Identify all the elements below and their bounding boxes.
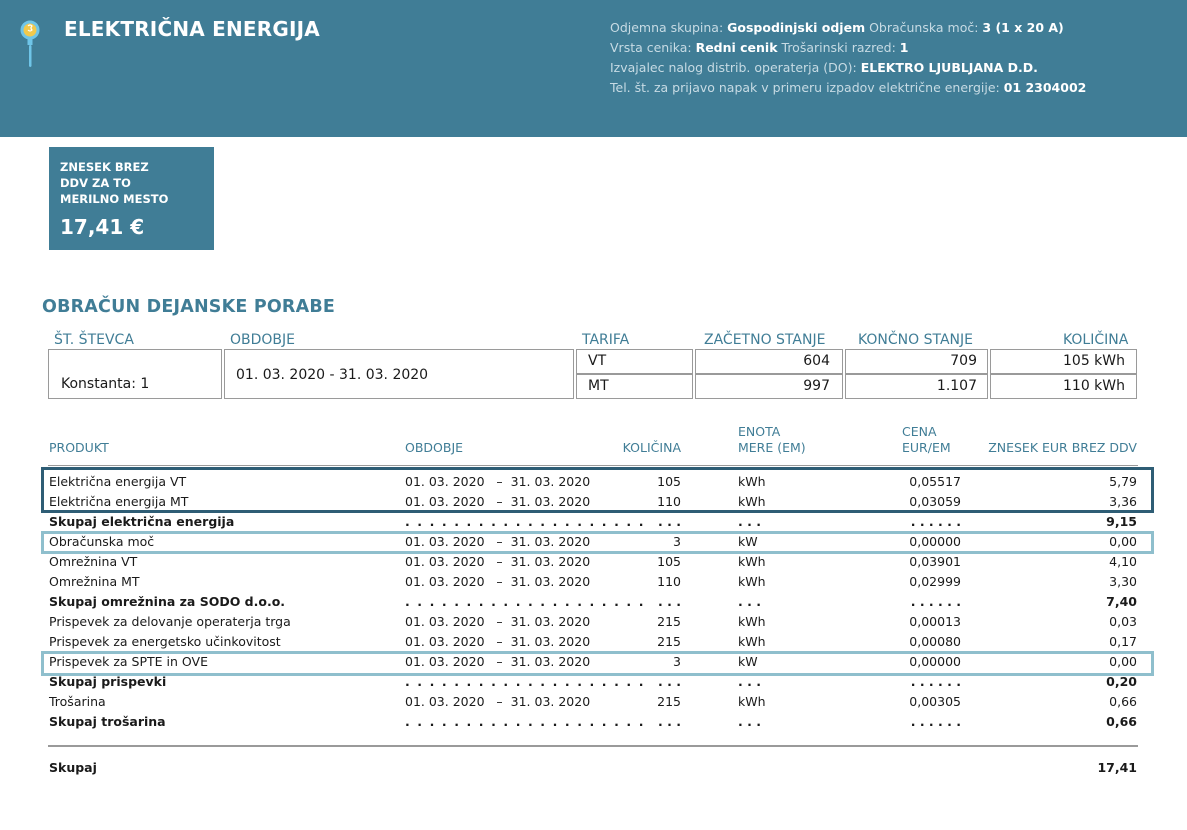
product-name: Skupaj omrežnina za SODO d.o.o. <box>49 594 286 609</box>
product-period: . . . . . . . . . . . . . . . . . . . . <box>405 514 646 529</box>
meter-header-period: OBDOBJE <box>230 332 296 348</box>
product-name: Skupaj električna energija <box>49 514 235 529</box>
table-row <box>49 612 1137 632</box>
grand-total-row <box>49 758 1137 778</box>
product-price: 0,03901 <box>909 554 961 569</box>
product-period: 01. 03. 2020 – 31. 03. 2020 <box>405 474 591 489</box>
product-price: 0,00000 <box>909 654 961 669</box>
meter-qty: 110 kWh <box>1063 378 1125 394</box>
product-total: 0,20 <box>1106 674 1137 689</box>
meter-period: 01. 03. 2020 - 31. 03. 2020 <box>236 367 429 383</box>
product-unit: kWh <box>738 614 766 629</box>
product-total: 7,40 <box>1106 594 1137 609</box>
product-period: . . . . . . . . . . . . . . . . . . . . <box>405 674 646 689</box>
meter-header-start: ZAČETNO STANJE <box>704 332 826 348</box>
product-name: Prispevek za energetsko učinkovitost <box>49 634 281 649</box>
product-unit: kWh <box>738 634 766 649</box>
product-total: 0,00 <box>1109 654 1137 669</box>
product-total: 0,66 <box>1106 714 1137 729</box>
product-price: 0,00000 <box>909 534 961 549</box>
subtotal-row <box>49 592 1137 612</box>
product-qty: 110 <box>657 494 681 509</box>
subtotal-row <box>49 512 1137 532</box>
product-qty: 105 <box>657 554 681 569</box>
meter-qty: 105 kWh <box>1063 353 1125 369</box>
product-unit: kWh <box>738 474 766 489</box>
grand-total-value: 17,41 <box>1097 760 1137 775</box>
product-name: Električna energija MT <box>49 494 189 509</box>
header-banner <box>0 0 1187 137</box>
product-name: Električna energija VT <box>49 474 187 489</box>
summary-amount: 17,41 € <box>60 215 145 239</box>
product-qty: 105 <box>657 474 681 489</box>
product-total: 3,36 <box>1109 494 1137 509</box>
meter-header-end: KONČNO STANJE <box>858 332 974 348</box>
product-period: 01. 03. 2020 – 31. 03. 2020 <box>405 694 591 709</box>
product-name: Obračunska moč <box>49 534 155 549</box>
product-qty: 215 <box>657 634 681 649</box>
col-header-price: CENA EUR/EM <box>902 424 951 455</box>
product-name: Prispevek za SPTE in OVE <box>49 654 208 669</box>
product-total: 9,15 <box>1106 514 1137 529</box>
product-unit: . . . <box>738 714 761 729</box>
product-total: 0,00 <box>1109 534 1137 549</box>
product-unit: kWh <box>738 574 766 589</box>
product-name: Trošarina <box>49 694 106 709</box>
meter-header-qty: KOLIČINA <box>1063 332 1129 348</box>
header-info-line: Izvajalec nalog distrib. operaterja (DO): ELEKTRO LJUBLJANA D.D. <box>610 60 1038 75</box>
product-price: . . . . . . <box>910 514 961 529</box>
product-qty: 3 <box>673 534 681 549</box>
product-period: . . . . . . . . . . . . . . . . . . . . <box>405 594 646 609</box>
col-header-product: PRODUKT <box>49 440 109 455</box>
product-price: 0,00305 <box>909 694 961 709</box>
meter-header-tariff: TARIFA <box>582 332 630 348</box>
product-qty: . . . <box>658 674 681 689</box>
product-qty: . . . <box>658 514 681 529</box>
highlight-box <box>41 651 1154 676</box>
product-total: 0,03 <box>1109 614 1137 629</box>
table-row <box>49 552 1137 572</box>
col-header-qty: KOLIČINA <box>622 440 681 455</box>
subtotal-row <box>49 712 1137 732</box>
product-total: 0,17 <box>1109 634 1137 649</box>
product-unit: kWh <box>738 494 766 509</box>
grand-total-label: Skupaj <box>49 760 97 775</box>
section-title: OBRAČUN DEJANSKE PORABE <box>42 297 336 317</box>
product-price: . . . . . . <box>910 674 961 689</box>
product-price: 0,00013 <box>909 614 961 629</box>
page-title: ELEKTRIČNA ENERGIJA <box>64 17 320 41</box>
product-unit: . . . <box>738 674 761 689</box>
table-row <box>49 572 1137 592</box>
product-period: 01. 03. 2020 – 31. 03. 2020 <box>405 654 591 669</box>
product-unit: . . . <box>738 594 761 609</box>
meter-start: 997 <box>803 378 830 394</box>
product-unit: kWh <box>738 694 766 709</box>
divider <box>48 745 1138 747</box>
product-period: 01. 03. 2020 – 31. 03. 2020 <box>405 534 591 549</box>
product-period: 01. 03. 2020 – 31. 03. 2020 <box>405 574 591 589</box>
product-price: 0,05517 <box>909 474 961 489</box>
meter-header-meter: ŠT. ŠTEVCA <box>54 332 134 348</box>
highlight-box <box>41 467 1154 513</box>
product-period: 01. 03. 2020 – 31. 03. 2020 <box>405 634 591 649</box>
product-price: . . . . . . <box>910 714 961 729</box>
header-info-line: Tel. št. za prijavo napak v primeru izpadov električne energije: 01 2304002 <box>610 80 1087 95</box>
lightbulb-icon <box>19 18 41 68</box>
meter-end: 709 <box>950 353 977 369</box>
product-period: 01. 03. 2020 – 31. 03. 2020 <box>405 494 591 509</box>
product-total: 5,79 <box>1109 474 1137 489</box>
product-price: 0,00080 <box>909 634 961 649</box>
product-price: . . . . . . <box>910 594 961 609</box>
meter-end: 1.107 <box>936 378 977 394</box>
meter-tariff: VT <box>588 353 607 369</box>
header-info <box>610 18 1086 98</box>
product-name: Omrežnina VT <box>49 554 138 569</box>
product-price: 0,03059 <box>909 494 961 509</box>
product-qty: 3 <box>673 654 681 669</box>
product-unit: kW <box>738 654 758 669</box>
product-total: 3,30 <box>1109 574 1137 589</box>
highlight-box <box>41 531 1154 554</box>
table-row <box>49 692 1137 712</box>
product-unit: kW <box>738 534 758 549</box>
col-header-period: OBDOBJE <box>405 440 464 455</box>
product-name: Omrežnina MT <box>49 574 140 589</box>
product-name: Skupaj trošarina <box>49 714 166 729</box>
product-name: Skupaj prispevki <box>49 674 167 689</box>
summary-label: ZNESEK BREZ DDV ZA TO MERILNO MESTO <box>60 160 169 206</box>
col-header-total: ZNESEK EUR BREZ DDV <box>988 440 1137 455</box>
product-period: 01. 03. 2020 – 31. 03. 2020 <box>405 614 591 629</box>
product-price: 0,02999 <box>909 574 961 589</box>
product-qty: 215 <box>657 694 681 709</box>
product-period: 01. 03. 2020 – 31. 03. 2020 <box>405 554 591 569</box>
meter-start: 604 <box>803 353 830 369</box>
product-total: 0,66 <box>1109 694 1137 709</box>
col-header-unit: ENOTA MERE (EM) <box>738 424 806 455</box>
product-qty: . . . <box>658 714 681 729</box>
product-period: . . . . . . . . . . . . . . . . . . . . <box>405 714 646 729</box>
meter-tariff: MT <box>588 378 609 394</box>
header-info-line: Odjemna skupina: Gospodinjski odjem Obračunska moč: 3 (1 x 20 A) <box>610 20 1064 35</box>
table-row <box>49 632 1137 652</box>
product-unit: kWh <box>738 554 766 569</box>
product-qty: 110 <box>657 574 681 589</box>
header-info-line: Vrsta cenika: Redni cenik Trošarinski razred: 1 <box>610 40 909 55</box>
product-name: Prispevek za delovanje operaterja trga <box>49 614 291 629</box>
summary-box <box>49 147 214 250</box>
product-total: 4,10 <box>1109 554 1137 569</box>
product-qty: 215 <box>657 614 681 629</box>
product-qty: . . . <box>658 594 681 609</box>
product-unit: . . . <box>738 514 761 529</box>
meter-constant: Konstanta: 1 <box>61 376 150 392</box>
divider <box>48 465 1138 466</box>
